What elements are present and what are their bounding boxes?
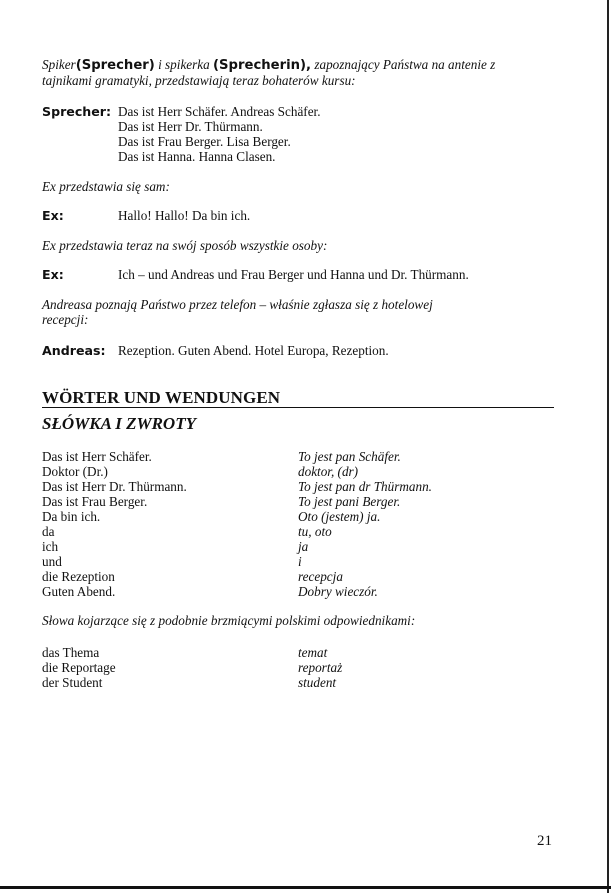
andreas-text: Rezeption. Guten Abend. Hotel Europa, Rezeption.	[118, 343, 389, 358]
similar-polish-item: student	[298, 675, 337, 690]
vocab-polish-item: recepcja	[298, 569, 343, 584]
vocab-german-item: ich	[42, 539, 59, 554]
vocab-german-item: Doktor (Dr.)	[42, 464, 108, 479]
similar-german-item: die Reportage	[42, 660, 116, 675]
vocab-german-item: Das ist Herr Dr. Thürmann.	[42, 479, 187, 494]
vocab-polish-item: Oto (jestem) ja.	[298, 509, 381, 524]
intro-sprecherin: (Sprecherin),	[213, 58, 312, 73]
vocab-polish-item: ja	[298, 539, 309, 554]
section-rule	[42, 407, 554, 408]
sprecher-lines	[118, 104, 588, 164]
ex-label: Ex:	[42, 208, 64, 223]
section-subtitle: SŁÓWKA I ZWROTY	[42, 414, 196, 433]
vocab-polish-item: doktor, (dr)	[298, 464, 359, 479]
ex-intro: Ex przedstawia się sam:	[42, 179, 170, 194]
sprecher-line: Das ist Herr Schäfer. Andreas Schäfer.	[118, 104, 321, 119]
similar-german-item: das Thema	[42, 645, 100, 660]
intro-speaker-female: i spikerka	[154, 57, 214, 72]
similar-german-item: der Student	[42, 675, 103, 690]
similar-german-column	[42, 645, 116, 690]
intro-paragraph	[42, 57, 562, 88]
ex-label: Ex:	[42, 267, 64, 282]
page-bottom-border	[0, 886, 611, 889]
andreas-intro-line-2: recepcji:	[42, 312, 89, 327]
vocab-polish-item: To jest pan Schäfer.	[298, 449, 401, 464]
vocab-polish-item: i	[298, 554, 302, 569]
similar-polish-item: temat	[298, 645, 328, 660]
ex-text: Hallo! Hallo! Da bin ich.	[118, 208, 251, 223]
similar-polish-item: reportaż	[298, 660, 343, 675]
sprecher-label: Sprecher:	[42, 104, 112, 119]
vocab-german-item: Das ist Frau Berger.	[42, 494, 148, 509]
vocab-german-item: Guten Abend.	[42, 584, 116, 599]
page-right-border	[607, 0, 609, 893]
vocab-polish-item: tu, oto	[298, 524, 332, 539]
section-title: WÖRTER UND WENDUNGEN	[42, 388, 281, 407]
vocab-polish-item: To jest pani Berger.	[298, 494, 401, 509]
vocab-polish-item: Dobry wieczór.	[298, 584, 378, 599]
vocab-german-item: Da bin ich.	[42, 509, 101, 524]
andreas-label: Andreas:	[42, 343, 106, 358]
andreas-intro	[42, 297, 562, 327]
ex-text: Ich – und Andreas und Frau Berger und Hanna und Dr. Thürmann.	[118, 267, 469, 282]
intro-rest: zapoznający Państwa na antenie z	[311, 57, 496, 72]
vocab-polish-item: To jest pan dr Thürmann.	[298, 479, 432, 494]
sprecher-line: Das ist Hanna. Hanna Clasen.	[118, 149, 276, 164]
sprecher-line: Das ist Frau Berger. Lisa Berger.	[118, 134, 291, 149]
andreas-intro-line-1: Andreasa poznają Państwo przez telefon – właśnie zgłasza się z hotelowej	[42, 297, 433, 312]
intro-line-2: tajnikami gramatyki, przedstawiają teraz bohaterów kursu:	[42, 73, 356, 88]
vocab-polish-column	[298, 449, 432, 599]
intro-sprecher: (Sprecher)	[75, 58, 155, 73]
intro-speaker: Spiker	[42, 57, 76, 72]
ex-intro-2: Ex przedstawia teraz na swój sposób wszystkie osoby:	[42, 238, 328, 253]
page-number: 21	[537, 833, 552, 849]
vocab-german-item: die Rezeption	[42, 569, 115, 584]
vocab-german-item: da	[42, 524, 55, 539]
vocab-german-column	[42, 449, 187, 599]
sprecher-line: Das ist Herr Dr. Thürmann.	[118, 119, 263, 134]
vocab-german-item: und	[42, 554, 62, 569]
similar-polish-column	[298, 645, 342, 690]
similar-intro: Słowa kojarzące się z podobnie brzmiącymi polskimi odpowiednikami:	[42, 613, 416, 628]
vocab-german-item: Das ist Herr Schäfer.	[42, 449, 152, 464]
